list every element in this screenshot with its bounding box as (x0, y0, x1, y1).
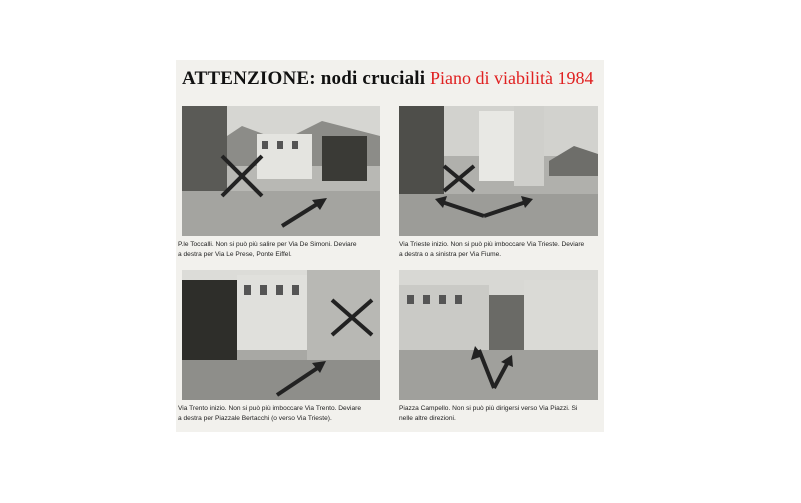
photo-caption: Via Trieste inizio. Non si può più imboccare Via Trieste. Deviare a destra o a sinistra per Via Fiume. (399, 241, 585, 258)
subtitle: Piano di viabilità 1984 (429, 68, 594, 88)
photo-via-trieste (399, 106, 598, 236)
photo-via-trento (182, 270, 380, 400)
headline: ATTENZIONE: nodi cruciali (182, 68, 426, 89)
photo-caption: Piazza Campello. Non si può più dirigersi verso Via Piazzi. Si nelle altre direzioni. (399, 405, 578, 422)
page-title (182, 66, 593, 91)
photo-caption: Via Trento inizio. Non si può più imboccare Via Trento. Deviare a destra per Piazzale Bertacchi (o verso Via Trieste). (178, 405, 362, 422)
photo-piazzale-toccalli (182, 106, 380, 236)
photo-caption: P.le Toccalli. Non si può più salire per Via De Simoni. Deviare a destra per Via Le Prese, Ponte Eiffel. (178, 241, 357, 258)
photo-piazza-campello (399, 270, 598, 400)
